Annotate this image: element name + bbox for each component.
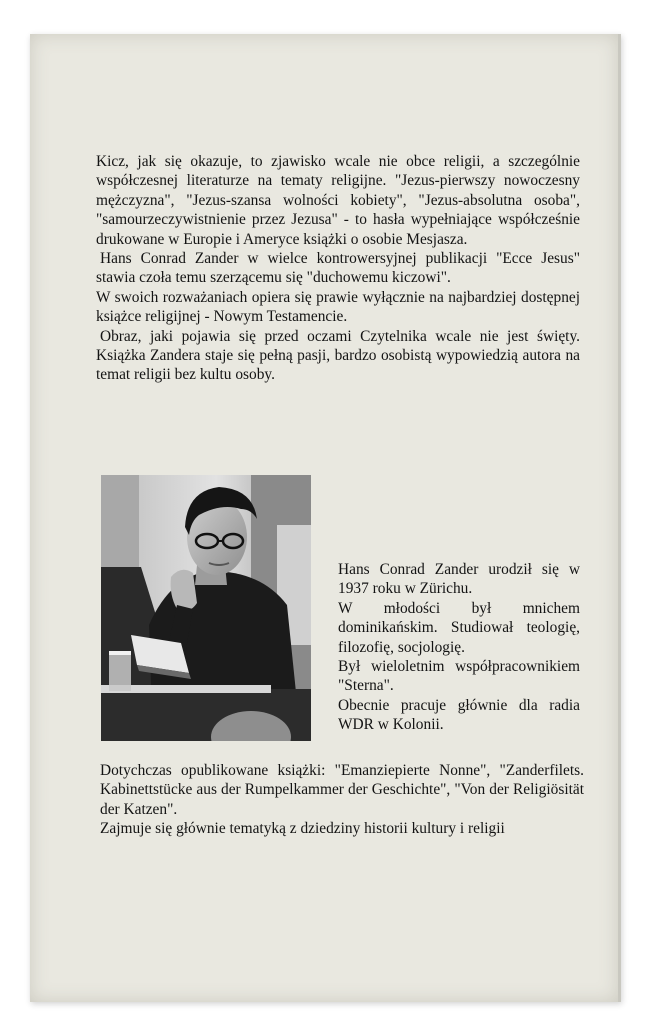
book-back-cover xyxy=(30,34,621,1002)
bio-paragraph: Obecnie pracuje głównie dla radia WDR w Kolonii. xyxy=(338,696,580,734)
blurb-paragraph: W swoich rozważaniach opiera się prawie wyłącznie na najbardziej dostępnej książce religijnej - Nowym Testamencie. xyxy=(96,288,580,326)
blurb-text xyxy=(96,152,580,385)
bio-paragraph: Hans Conrad Zander urodził się w 1937 roku w Zürichu. xyxy=(338,561,580,598)
blurb-paragraph: Hans Conrad Zander w wielce kontrowersyjnej publikacji "Ecce Jesus" stawia czoła temu szerzącemu się "duchowemu kiczowi". xyxy=(96,250,580,287)
bio-paragraph: Był wieloletnim współpracownikiem "Sterna". xyxy=(338,658,580,695)
author-photo xyxy=(101,475,311,741)
works-paragraph: Zajmuje się głównie tematyką z dziedziny historii kultury i religii xyxy=(100,820,505,838)
bio-paragraph: W młodości był mnichem dominikańskim. Studiował teologię, filozofię, socjologię. xyxy=(338,599,580,656)
works-paragraph: Dotychczas opublikowane książki: "Emanziepierte Nonne", "Zanderfilets. Kabinettstücke aus der Rumpelkammer der Geschichte", "Von der Religiösität der Katzen". xyxy=(100,762,584,818)
blurb-paragraph: Kicz, jak się okazuje, to zjawisko wcale nie obce religii, a szczególnie współczesnej literaturze na tematy religijne. "Jezus-pierwszy nowoczesny mężczyzna", "Jezus-szansa wolności kobiety", "Jezus-absolutna osoba", "samourzeczywistnienie przez Jezusa" - to hasła wypełniające współcześnie drukowane w Europie i Ameryce książki o osobie Mesjasza. xyxy=(96,153,580,248)
blurb-paragraph: Obraz, jaki pojawia się przed oczami Czytelnika wcale nie jest święty. Książka Zandera staje się pełną pasji, bardzo osobistą wypowiedzią autora na temat religii bez kultu osoby. xyxy=(96,327,580,384)
author-bio xyxy=(338,560,580,735)
published-works xyxy=(100,761,584,839)
